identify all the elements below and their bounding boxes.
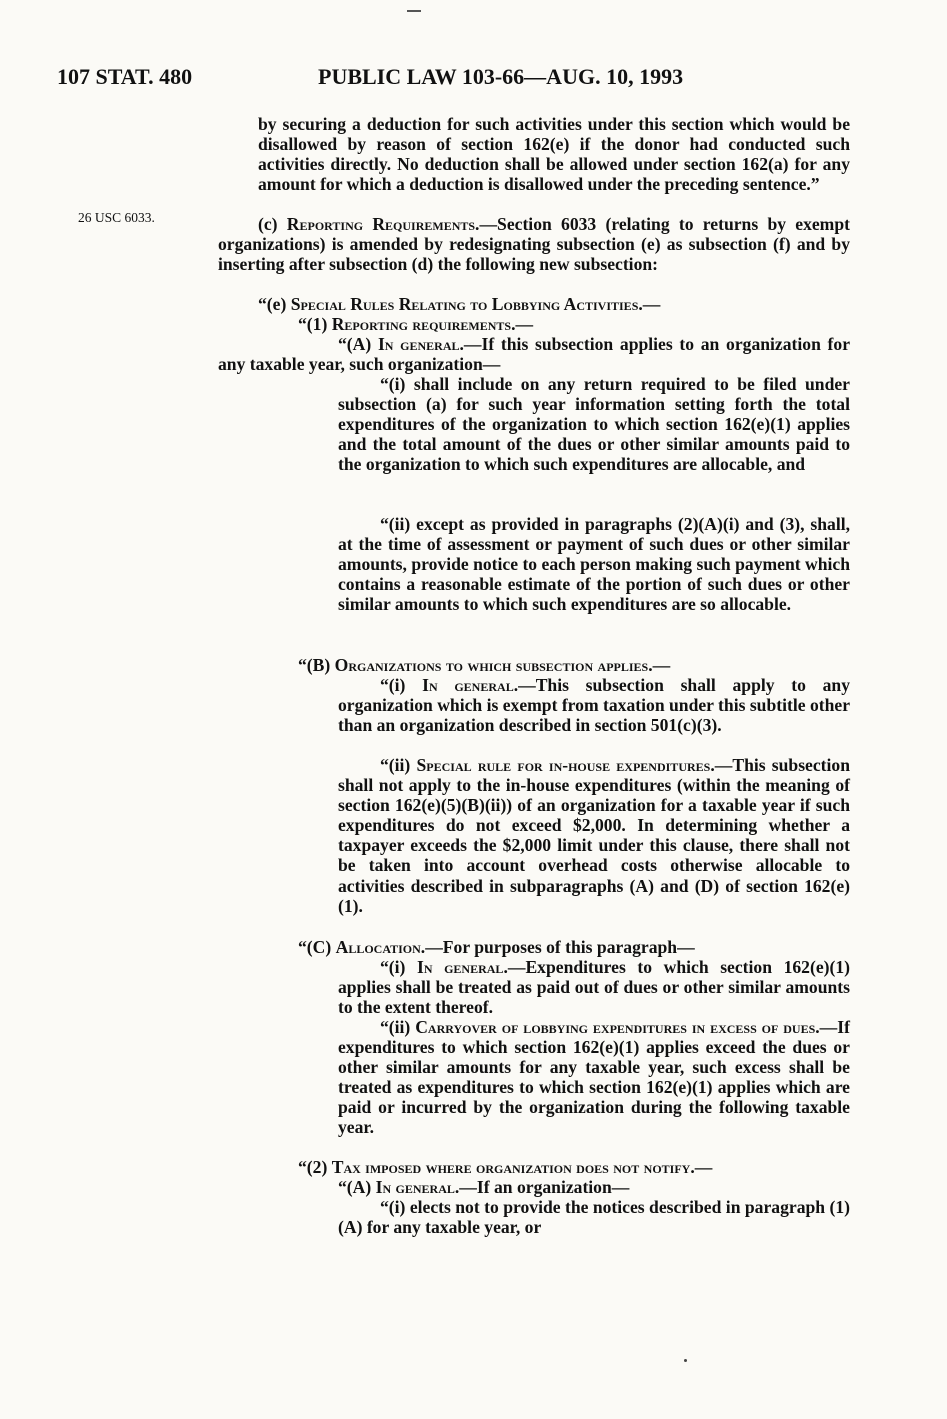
paragraph-subsection-e: “(e) Special Rules Relating to Lobbying Activities.— [258, 294, 661, 314]
public-law-title: PUBLIC LAW 103-66—AUG. 10, 1993 [318, 64, 684, 89]
heading-carryover-lobbying: Carryover of lobbying expenditures in excess of dues. [415, 1017, 820, 1037]
paragraph-B-i-in-general: “(i) In general.—This subsection shall apply to any organization which is exempt from taxation under this subtitle other than an organization described in section 501(c)(3). [338, 675, 851, 736]
heading-tax-imposed: Tax imposed where organization does not notify. [331, 1157, 695, 1177]
paragraph-2-tax-imposed: “(2) Tax imposed where organization does not notify.— [298, 1157, 713, 1177]
page-header [57, 64, 897, 98]
paragraph-B-organizations: “(B) Organizations to which subsection applies.— [298, 655, 671, 675]
margin-citation: 26 USC 6033. [78, 210, 155, 225]
top-rule-mark [407, 10, 421, 12]
paragraph-subsection-c: (c) Reporting Requirements.—Section 6033 (relating to returns by exempt organizations) is amended by redesignating subsection (e) as subsection (f) and by inserting after subsection (d) the following new subsection: [218, 214, 850, 275]
paragraph-i-return-info: “(i) shall include on any return required to be filed under subsection (a) for such year information setting forth the total expenditures of the organization to which section 162(e)(1) applies and the total amount of the dues or other similar amounts paid to the organization to which such expenditures are allocable, and [338, 374, 850, 475]
paragraph-1-reporting: “(1) Reporting requirements.— [298, 314, 534, 334]
paragraph-A-in-general-text: “(A) In general.—If this subsection applies to an organization for any taxable year, such organization— [218, 334, 851, 375]
heading-in-general-2: In general. [422, 675, 519, 695]
heading-allocation: Allocation. [335, 937, 426, 957]
paragraph-C-allocation: “(C) Allocation.—For purposes of this paragraph— [298, 937, 695, 957]
statute-page-number: 107 STAT. 480 [57, 64, 193, 89]
paragraph-ii-notice: “(ii) except as provided in paragraphs (2)(A)(i) and (3), shall, at the time of assessment or payment of such dues or other similar amounts, provide notice to each person making such payment which contains a reasonable estimate of the portion of such dues or other similar amounts to which such expenditures are so allocable. [338, 514, 850, 615]
paragraph-B-ii-in-house: “(ii) Special rule for in-house expenditures.—This subsection shall not apply to the in-house expenditures (within the meaning of section 162(e)(5)(B)(ii)) of an organization for a taxable year if such expenditures do not exceed $2,000. In determining whether a taxpayer exceeds the $2,000 limit under this clause, there shall not be taken into account overhead costs otherwise allocable to activities described in subparagraphs (A) and (D) of section 162(e)(1). [338, 755, 850, 916]
paragraph-2-A-i-elects: “(i) elects not to provide the notices described in paragraph (1)(A) for any taxable year, or [338, 1197, 850, 1238]
heading-reporting-requirements: Reporting Requirements. [286, 214, 480, 234]
heading-special-rule-in-house: Special rule for in-house expenditures. [416, 755, 715, 775]
paragraph-C-i-in-general: “(i) In general.—Expenditures to which section 162(e)(1) applies shall be treated as paid out of dues or other similar amounts to the extent thereof. [338, 957, 850, 1018]
page-speck [684, 1359, 687, 1362]
heading-in-general-4: In general. [375, 1177, 460, 1197]
heading-in-general-1: In general. [377, 334, 464, 354]
heading-organizations-to-which: Organizations to which subsection applies. [334, 655, 653, 675]
paragraph-2-A-in-general: “(A) In general.—If an organization— [338, 1177, 630, 1197]
heading-special-rules-lobbying: Special Rules Relating to Lobbying Activities. [290, 294, 643, 314]
heading-in-general-3: In general. [417, 957, 508, 977]
paragraph-deduction-continuation: by securing a deduction for such activities under this section which would be disallowed by reason of section 162(e) if the donor had conducted such activities directly. No deduction shall be allowed under section 162(a) for any amount for which a deduction is disallowed under the preceding sentence.” [258, 114, 850, 195]
heading-reporting-requirements-lower: Reporting requirements. [331, 314, 516, 334]
paragraph-C-ii-carryover: “(ii) Carryover of lobbying expenditures in excess of dues.—If expenditures to which section 162(e)(1) applies exceed the dues or other similar amounts for any taxable year, such excess shall be treated as expenditures to which section 162(e)(1) applies which are paid or incurred by the organization during the following taxable year. [338, 1017, 850, 1138]
